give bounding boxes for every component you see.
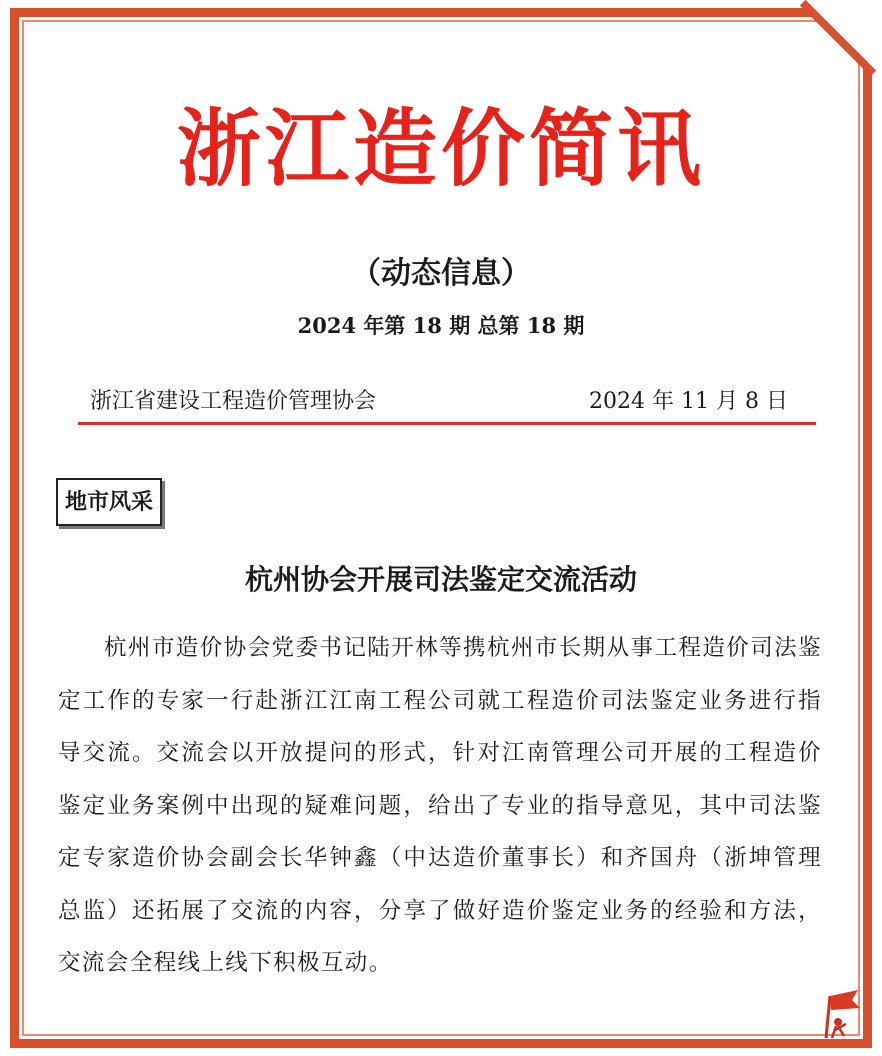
publish-date: 2024 年 11 月 8 日: [589, 389, 788, 414]
issue-number: 2024 年第 18 期 总第 18 期: [297, 313, 585, 338]
header-rule: [78, 422, 816, 425]
masthead-title: 浙江造价简讯: [176, 100, 705, 198]
flag-icon: [816, 986, 866, 1042]
article-body: 杭州市造价协会党委书记陆开林等携杭州市长期从事工程造价司法鉴定工作的专家一行赴浙江江南工程公司就工程造价司法鉴定业务进行指导交流。交流会以开放提问的形式，针对江南管理公司开展的工程造价鉴定业务案例中出现的疑难问题，给出了专业的指导意见，其中司法鉴定专家造价协会副会长华钟鑫（中达造价董事长）和齐国舟（浙坤管理总监）还拓展了交流的内容，分享了做好造价鉴定业务的经验和方法，交流会全程线上线下积极互动。: [58, 635, 822, 976]
section-tag: 地市风采: [56, 478, 162, 526]
article-headline: 杭州协会开展司法鉴定交流活动: [244, 563, 637, 596]
subtitle: （动态信息）: [351, 256, 531, 291]
publisher-org: 浙江省建设工程造价管理协会: [90, 389, 377, 414]
